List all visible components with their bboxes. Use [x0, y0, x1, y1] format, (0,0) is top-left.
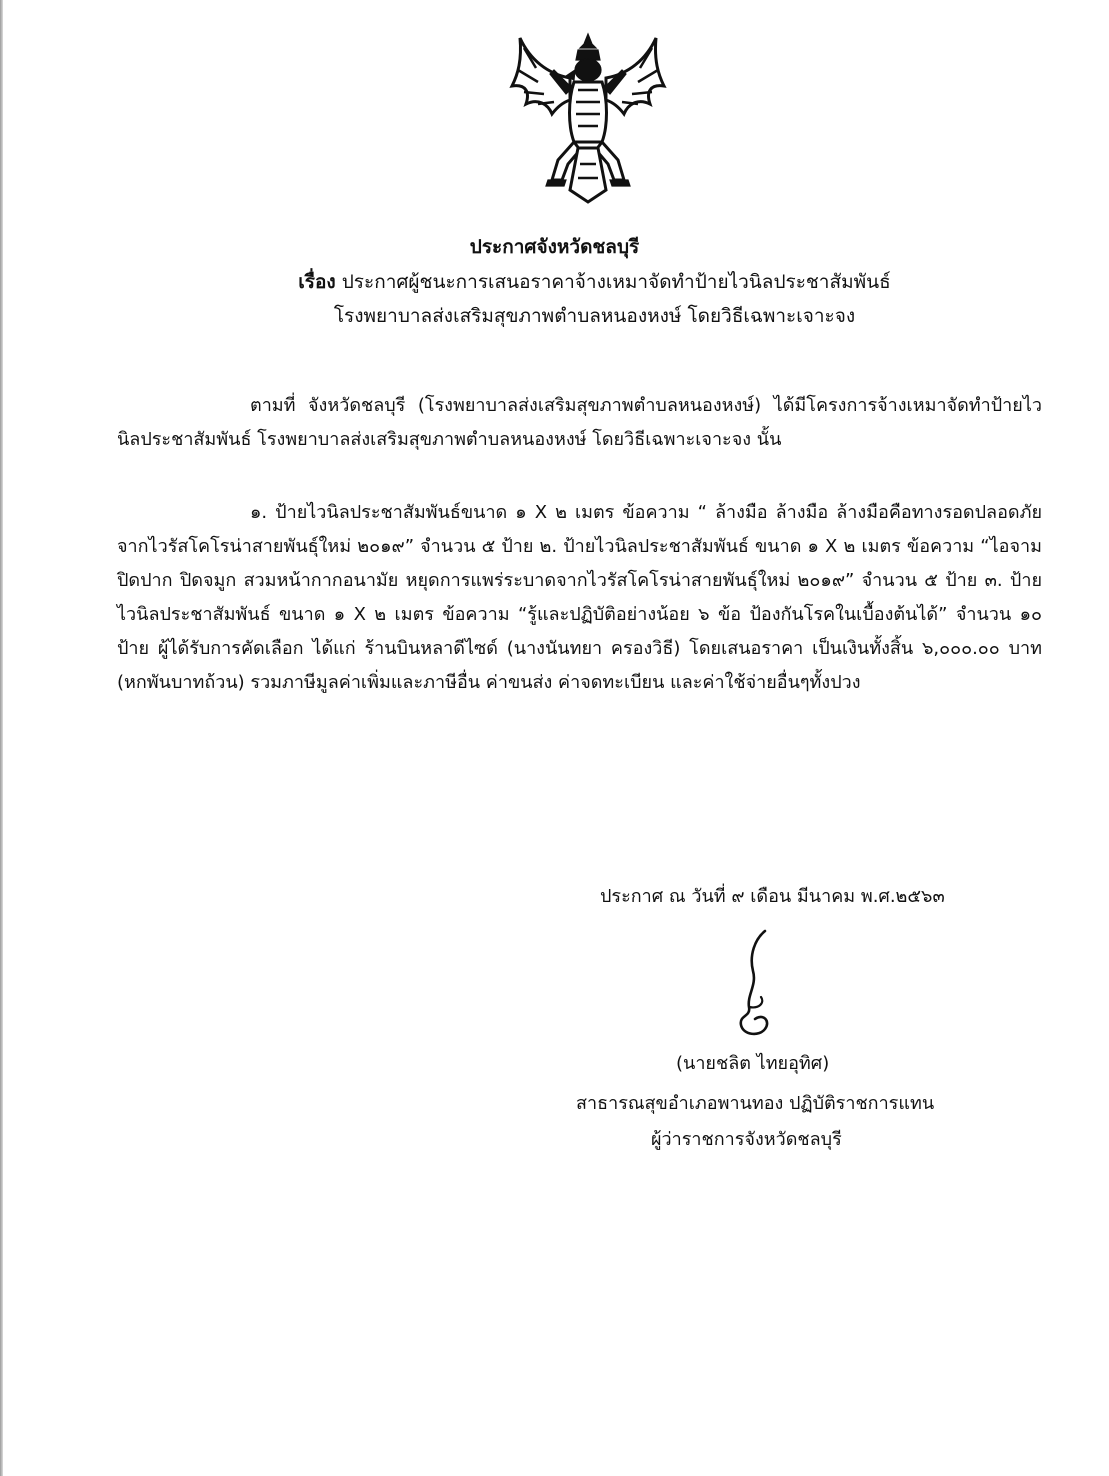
garuda-emblem-icon: [508, 30, 668, 210]
announcement-title: ประกาศจังหวัดชลบุรี: [469, 236, 640, 258]
signatory-position: สาธารณสุขอำเภอพานทอง ปฏิบัติราชการแทน: [576, 1093, 935, 1114]
scan-edge: [0, 0, 3, 1476]
signatory-position-2: ผู้ว่าราชการจังหวัดชลบุรี: [651, 1129, 842, 1150]
intro-text: ตามที่ จังหวัดชลบุรี (โรงพยาบาลส่งเสริมสุขภาพตำบลหนองหงษ์) ได้มีโครงการจ้างเหมาจัดทำป้ายไวนิลประชาสัมพันธ์ โรงพยาบาลส่งเสริมสุขภาพตำบลหนองหงษ์ โดยวิธีเฉพาะเจาะจง นั้น: [117, 395, 1042, 450]
announcement-date: ประกาศ ณ วันที่ ๙ เดือน มีนาคม พ.ศ.๒๕๖๓: [600, 886, 945, 907]
signatory-name: (นายชลิต ไทยอุทิศ): [676, 1053, 830, 1074]
subject-line-2: โรงพยาบาลส่งเสริมสุขภาพตำบลหนองหงษ์ โดยวิธีเฉพาะเจาะจง: [333, 305, 856, 327]
subject-label: เรื่อง: [298, 271, 336, 293]
handwritten-signature: [725, 925, 795, 1040]
items-text: ๑. ป้ายไวนิลประชาสัมพันธ์ขนาด ๑ X ๒ เมตร ข้อความ “ ล้างมือ ล้างมือ ล้างมือคือทางรอดปลอดภัย จากไวรัสโคโรน่าสายพันธุ์ใหม่ ๒๐๑๙” จำนวน ๕ ป้าย ๒. ป้ายไวนิลประชาสัมพันธ์ ขนาด ๑ X ๒ เมตร ข้อความ “ไอจาม ปิดปาก ปิดจมูก สวมหน้ากากอนามัย หยุดการแพร่ระบาดจากไวรัสโคโรน่าสายพันธุ์ใหม่ ๒๐๑๙” จำนวน ๕ ป้าย ๓. ป้ายไวนิลประชาสัมพันธ์ ขนาด ๑ X ๒ เมตร ข้อความ “รู้และปฏิบัติอย่างน้อย ๖ ข้อ ป้องกันโรคในเบื้องต้นได้” จำนวน ๑๐ ป้าย ผู้ได้รับการคัดเลือก ได้แก่ ร้านบินหลาดีไซด์ (นางนันทยา ครองวิธี) โดยเสนอราคา เป็นเงินทั้งสิ้น ๖,๐๐๐.๐๐ บาท (หกพันบาทถ้วน) รวมภาษีมูลค่าเพิ่มและภาษีอื่น ค่าขนส่ง ค่าจดทะเบียน และค่าใช้จ่ายอื่นๆทั้งปวง: [117, 502, 1042, 693]
subject-line-1: [40, 267, 1109, 297]
subject-text: ประกาศผู้ชนะการเสนอราคาจ้างเหมาจัดทำป้ายไวนิลประชาสัมพันธ์: [341, 271, 891, 293]
intro-paragraph: [117, 389, 1042, 457]
items-paragraph: [117, 496, 1042, 700]
